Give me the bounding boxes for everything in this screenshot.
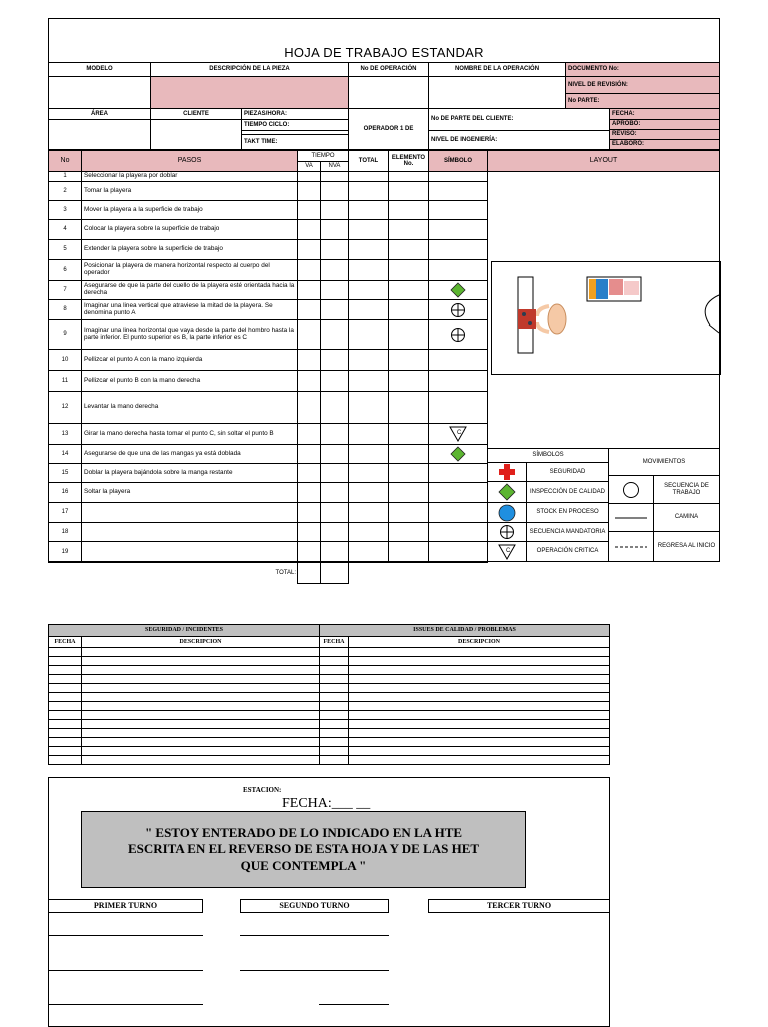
step-number: 12 xyxy=(48,391,82,424)
step-va[interactable] xyxy=(297,239,321,260)
step-description[interactable]: Colocar la playera sobre la superficie de trabajo xyxy=(81,219,298,240)
step-elemento[interactable] xyxy=(388,463,429,483)
descripcion-value[interactable] xyxy=(150,76,349,109)
cliente-label: CLIENTE xyxy=(150,108,242,120)
svg-text:C: C xyxy=(506,547,511,554)
step-elemento[interactable] xyxy=(388,219,429,240)
col-layout: LAYOUT xyxy=(487,150,720,172)
step-elemento[interactable] xyxy=(388,200,429,220)
legend-mandatoria-symbol xyxy=(487,522,527,542)
step-symbol xyxy=(428,319,488,350)
operador-label: OPERADOR 1 DE xyxy=(348,108,429,150)
step-number: 13 xyxy=(48,423,82,445)
nombre-operacion-label: NOMBRE DE LA OPERACIÓN xyxy=(428,62,566,77)
step-symbol xyxy=(428,239,488,260)
step-number: 18 xyxy=(48,522,82,542)
step-description[interactable]: Girar la mano derecha hasta tomar el punto C, sin soltar el punto B xyxy=(81,423,298,445)
step-description[interactable]: Tomar la playera xyxy=(81,181,298,201)
incident-fecha-cell[interactable] xyxy=(48,755,82,765)
cross-icon xyxy=(499,464,515,480)
step-nva[interactable] xyxy=(320,319,349,350)
step-description[interactable]: Mover la playera a la superficie de trabajo xyxy=(81,200,298,220)
col-va: VA xyxy=(297,161,321,172)
step-nva[interactable] xyxy=(320,522,349,542)
legend-seguridad-label: SEGURIDAD xyxy=(526,462,609,482)
step-elemento[interactable] xyxy=(388,259,429,281)
aprobo-label: APROBÓ: xyxy=(609,119,720,130)
no-operacion-value[interactable] xyxy=(348,76,429,109)
signature-line[interactable] xyxy=(240,970,389,971)
signature-line[interactable] xyxy=(48,935,203,936)
col-pasos: PASOS xyxy=(81,150,298,172)
incident-fecha-cell[interactable] xyxy=(319,755,349,765)
seguridad-incidentes-title: SEGURIDAD / INCIDENTES xyxy=(48,624,320,637)
incident-descripcion-cell[interactable] xyxy=(81,755,320,765)
step-total[interactable] xyxy=(348,391,389,424)
step-number: 6 xyxy=(48,259,82,281)
legend-secuencia-trabajo-label: SECUENCIA DE TRABAJO xyxy=(653,475,720,504)
step-total[interactable] xyxy=(348,280,389,300)
fecha-label: FECHA: xyxy=(609,108,720,120)
step-nva[interactable] xyxy=(320,349,349,371)
step-total[interactable] xyxy=(348,239,389,260)
area-label: ÁREA xyxy=(48,108,151,120)
step-total[interactable] xyxy=(348,502,389,523)
nombre-operacion-value[interactable] xyxy=(428,76,566,109)
signature-line[interactable] xyxy=(319,1004,389,1005)
step-symbol xyxy=(428,299,488,320)
step-nva[interactable] xyxy=(320,370,349,392)
step-va[interactable] xyxy=(297,319,321,350)
nivel-revision-label: NIVEL DE REVISIÓN: xyxy=(565,76,720,94)
step-number: 19 xyxy=(48,541,82,563)
legend-stock-symbol xyxy=(487,502,527,523)
legend-critica-label: OPERACIÓN CRITICA xyxy=(526,541,609,562)
step-elemento[interactable] xyxy=(388,370,429,392)
step-elemento[interactable] xyxy=(388,502,429,523)
primer-turno-label: PRIMER TURNO xyxy=(48,899,203,913)
folded-shirt-icon xyxy=(518,309,536,329)
step-elemento[interactable] xyxy=(388,541,429,563)
step-number: 14 xyxy=(48,444,82,464)
step-symbol xyxy=(428,181,488,201)
step-number: 1 xyxy=(48,171,82,182)
step-symbol xyxy=(428,522,488,542)
col-no: No xyxy=(48,150,82,172)
step-nva[interactable] xyxy=(320,502,349,523)
fecha-field[interactable]: FECHA:___ __ xyxy=(282,796,371,811)
step-total[interactable] xyxy=(348,423,389,445)
door-icon xyxy=(705,295,719,325)
step-symbol xyxy=(428,259,488,281)
estacion-label: ESTACION: xyxy=(243,786,282,794)
step-number: 3 xyxy=(48,200,82,220)
step-elemento[interactable] xyxy=(388,444,429,464)
step-symbol xyxy=(428,349,488,371)
step-description[interactable]: Levantar la mano derecha xyxy=(81,391,298,424)
descripcion-label: DESCRIPCIÓN DE LA PIEZA xyxy=(150,62,349,77)
legend-movimientos-title: MOVIMIENTOS xyxy=(608,448,720,476)
step-elemento[interactable] xyxy=(388,181,429,201)
cross-circle-icon xyxy=(450,327,466,343)
piezas-hora-label: PIEZAS/HORA: xyxy=(241,108,349,120)
step-va[interactable] xyxy=(297,444,321,464)
step-symbol xyxy=(428,280,488,300)
step-number: 16 xyxy=(48,482,82,503)
step-symbol xyxy=(428,370,488,392)
step-description[interactable] xyxy=(81,541,298,563)
col-elemento: ELEMENTO No. xyxy=(388,150,429,172)
total-nva[interactable] xyxy=(320,561,349,584)
legend-stock-label: STOCK EN PROCESO xyxy=(526,502,609,523)
step-number: 11 xyxy=(48,370,82,392)
step-total[interactable] xyxy=(348,181,389,201)
step-elemento[interactable] xyxy=(388,299,429,320)
step-total[interactable] xyxy=(348,444,389,464)
step-nva[interactable] xyxy=(320,259,349,281)
segundo-turno-label: SEGUNDO TURNO xyxy=(240,899,389,913)
sheet-title: HOJA DE TRABAJO ESTANDAR xyxy=(48,18,720,63)
step-symbol xyxy=(428,219,488,240)
acknowledgement-statement: " ESTOY ENTERADO DE LO INDICADO EN LA HTE ESCRITA EN EL REVERSO DE ESTA HOJA Y DE LAS HET QUE CONTEMPLA " xyxy=(81,811,526,888)
area-value[interactable] xyxy=(48,119,151,150)
legend-critica-symbol xyxy=(487,541,527,562)
legend-camina-label: CAMINA xyxy=(653,503,720,532)
fecha-col-1: FECHA xyxy=(48,636,82,648)
step-elemento[interactable] xyxy=(388,391,429,424)
step-symbol xyxy=(428,482,488,503)
step-va[interactable] xyxy=(297,181,321,201)
legend-regresa-label: REGRESA AL INICIO xyxy=(653,531,720,562)
step-number: 4 xyxy=(48,219,82,240)
diamond-icon xyxy=(450,446,466,462)
step-total[interactable] xyxy=(348,200,389,220)
step-number: 2 xyxy=(48,181,82,201)
elaboro-label: ELABORO: xyxy=(609,139,720,150)
step-va[interactable] xyxy=(297,482,321,503)
step-nva[interactable] xyxy=(320,482,349,503)
no-parte-label: No PARTE: xyxy=(565,93,720,109)
total-label: TOTAL: xyxy=(275,569,296,576)
step-elemento[interactable] xyxy=(388,522,429,542)
step-number: 10 xyxy=(48,349,82,371)
step-total[interactable] xyxy=(348,219,389,240)
cross-circle-icon xyxy=(450,302,466,318)
step-elemento[interactable] xyxy=(388,423,429,445)
step-nva[interactable] xyxy=(320,463,349,483)
step-va[interactable] xyxy=(297,522,321,542)
step-elemento[interactable] xyxy=(388,239,429,260)
reviso-label: REVISO: xyxy=(609,129,720,140)
legend-camina-symbol xyxy=(608,503,654,532)
cross-circle-icon xyxy=(499,524,515,540)
col-total: TOTAL xyxy=(348,150,389,172)
step-elemento[interactable] xyxy=(388,280,429,300)
step-va[interactable] xyxy=(297,200,321,220)
no-operacion-label: No DE OPERACIÓN xyxy=(348,62,429,77)
step-nva[interactable] xyxy=(320,391,349,424)
cliente-value[interactable] xyxy=(150,119,242,150)
step-description[interactable] xyxy=(81,502,298,523)
circle-icon xyxy=(498,504,516,522)
layout-drawing xyxy=(491,261,720,374)
step-number: 5 xyxy=(48,239,82,260)
step-number: 8 xyxy=(48,299,82,320)
step-description[interactable]: Imaginar una linea horizontal que vaya desde la parte del hombro hasta la parte inferior. El punto superior es B, la parte inferior es C xyxy=(81,319,298,350)
step-symbol xyxy=(428,200,488,220)
open-circle-icon xyxy=(622,481,640,499)
step-va[interactable] xyxy=(297,502,321,523)
modelo-value[interactable] xyxy=(48,76,151,109)
descripcion-col-1: DESCRIPCION xyxy=(81,636,320,648)
tiempo-ciclo-label: TIEMPO CICLO: xyxy=(241,119,349,131)
step-description[interactable]: Seleccionar la playera por doblar xyxy=(81,171,298,182)
step-description[interactable]: Pellizcar el punto B con la mano derecha xyxy=(81,370,298,392)
diamond-icon xyxy=(498,483,516,501)
step-symbol xyxy=(428,541,488,563)
step-va[interactable] xyxy=(297,299,321,320)
tercer-turno-label: TERCER TURNO xyxy=(428,899,610,913)
nivel-ingenieria-label: NIVEL DE INGENIERÍA: xyxy=(428,130,610,150)
step-symbol xyxy=(428,444,488,464)
no-parte-cliente-label: No DE PARTE DEL CLIENTE: xyxy=(428,108,610,131)
calidad-problemas-title: ISSUES DE CALIDAD / PROBLEMAS xyxy=(319,624,610,637)
diamond-icon xyxy=(450,282,466,298)
step-total[interactable] xyxy=(348,370,389,392)
step-description[interactable]: Extender la playera sobre la superficie de trabajo xyxy=(81,239,298,260)
step-symbol xyxy=(428,391,488,424)
modelo-label: MODELO xyxy=(48,62,151,77)
step-number: 17 xyxy=(48,502,82,523)
step-va[interactable] xyxy=(297,259,321,281)
step-description[interactable]: Asegurarse de que la parte del cuello de la playera esté orientada hacia la derecha xyxy=(81,280,298,300)
step-nva[interactable] xyxy=(320,219,349,240)
shirt-stack-icon xyxy=(587,277,641,301)
signature-line[interactable] xyxy=(48,1004,203,1005)
step-total[interactable] xyxy=(348,463,389,483)
step-elemento[interactable] xyxy=(388,349,429,371)
documento-label: DOCUMENTO No: xyxy=(565,62,720,77)
legend-secuencia-trabajo-symbol xyxy=(608,475,654,504)
svg-text:C: C xyxy=(457,430,462,436)
signature-line[interactable] xyxy=(48,970,203,971)
step-va[interactable] xyxy=(297,219,321,240)
step-description[interactable]: Doblar la playera bajándola sobre la manga restante xyxy=(81,463,298,483)
col-tiempo: TIEMPO xyxy=(297,150,349,162)
descripcion-col-2: DESCRIPCION xyxy=(348,636,610,648)
col-simbolo: SÍMBOLO xyxy=(428,150,488,172)
fecha-col-2: FECHA xyxy=(319,636,349,648)
takt-time-label: TAKT TIME: xyxy=(241,134,349,150)
triangle-icon xyxy=(449,426,467,442)
step-description[interactable]: Imaginar una linea vertical que atraviese la mitad de la playera. Se denomina punto A xyxy=(81,299,298,320)
step-va[interactable] xyxy=(297,541,321,563)
step-nva[interactable] xyxy=(320,200,349,220)
step-description[interactable] xyxy=(81,522,298,542)
step-description[interactable]: Asegurarse de que una de las mangas ya está doblada xyxy=(81,444,298,464)
step-nva[interactable] xyxy=(320,280,349,300)
step-va[interactable] xyxy=(297,280,321,300)
step-nva[interactable] xyxy=(320,423,349,445)
step-nva[interactable] xyxy=(320,239,349,260)
step-total[interactable] xyxy=(348,299,389,320)
total-va[interactable] xyxy=(297,561,321,584)
step-nva[interactable] xyxy=(320,299,349,320)
operator-icon xyxy=(537,304,566,334)
step-total[interactable] xyxy=(348,319,389,350)
step-number: 15 xyxy=(48,463,82,483)
step-total[interactable] xyxy=(348,349,389,371)
incident-descripcion-cell[interactable] xyxy=(348,755,610,765)
legend-inspeccion-label: INSPECCIÓN DE CALIDAD xyxy=(526,481,609,503)
step-va[interactable] xyxy=(297,370,321,392)
step-nva[interactable] xyxy=(320,181,349,201)
step-elemento[interactable] xyxy=(388,319,429,350)
step-symbol xyxy=(428,502,488,523)
step-elemento[interactable] xyxy=(388,482,429,503)
step-total[interactable] xyxy=(348,522,389,542)
step-number: 9 xyxy=(48,319,82,350)
step-va[interactable] xyxy=(297,463,321,483)
dashed-line-icon xyxy=(615,545,647,549)
triangle-icon xyxy=(498,544,516,560)
legend-mandatoria-label: SECUENCIA MANDATORIA xyxy=(526,522,609,542)
step-symbol xyxy=(428,463,488,483)
legend-simbolos-title: SÍMBOLOS xyxy=(487,448,609,463)
step-description[interactable]: Pellizcar el punto A con la mano izquierda xyxy=(81,349,298,371)
legend-inspeccion-symbol xyxy=(487,481,527,503)
step-va[interactable] xyxy=(297,423,321,445)
step-total[interactable] xyxy=(348,541,389,563)
step-description[interactable]: Soltar la playera xyxy=(81,482,298,503)
solid-line-icon xyxy=(615,516,647,520)
step-va[interactable] xyxy=(297,391,321,424)
step-number: 7 xyxy=(48,280,82,300)
step-nva[interactable] xyxy=(320,541,349,563)
legend-seguridad-symbol xyxy=(487,462,527,482)
col-nva: NVA xyxy=(320,161,349,172)
legend-regresa-symbol xyxy=(608,531,654,562)
step-total[interactable] xyxy=(348,259,389,281)
signature-line[interactable] xyxy=(240,935,389,936)
step-total[interactable] xyxy=(348,482,389,503)
step-nva[interactable] xyxy=(320,444,349,464)
step-description[interactable]: Posicionar la playera de manera horizontal respecto al cuerpo del operador xyxy=(81,259,298,281)
step-symbol xyxy=(428,423,488,445)
step-va[interactable] xyxy=(297,349,321,371)
